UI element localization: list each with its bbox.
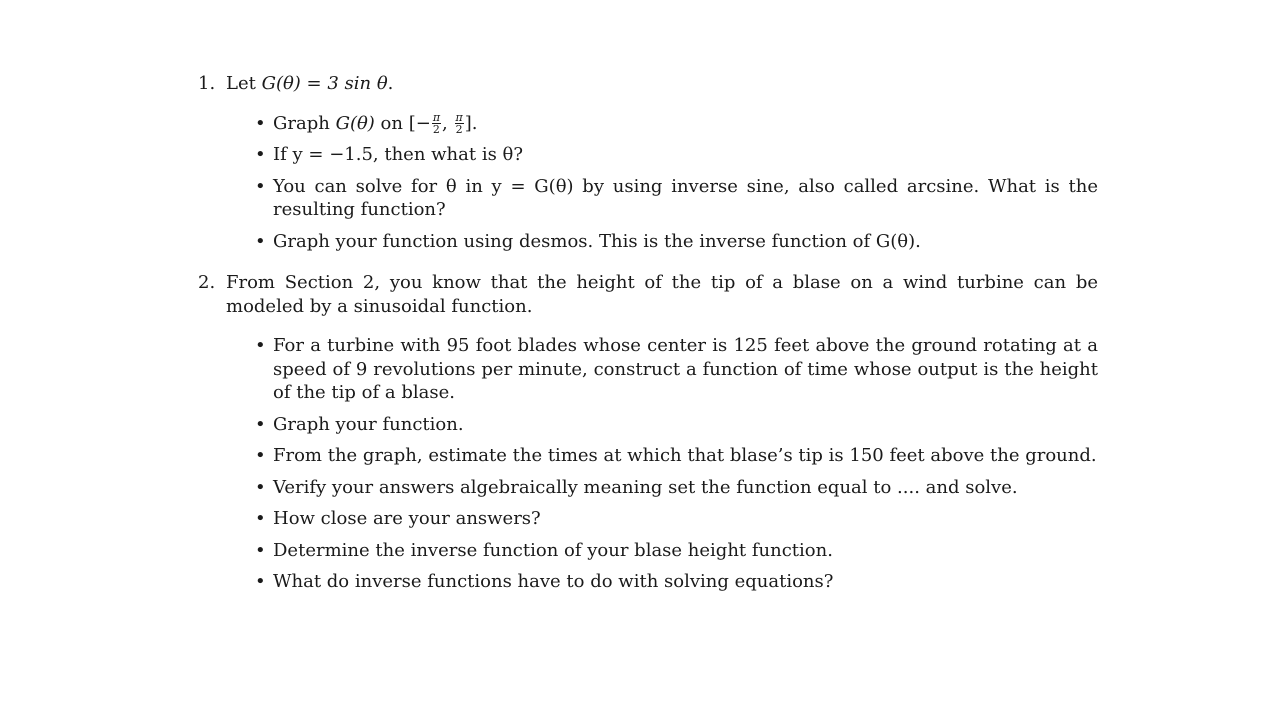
- list-item: • Graph G(θ) on [− $\frac{\pi}{2}$ , $\frac{\pi}{2}$ ].: [255, 111, 478, 136]
- bullet-icon: •: [255, 445, 266, 466]
- problem-1: [198, 72, 1098, 253]
- problem-intro: Let G(θ) = 3 sin θ.: [226, 73, 394, 94]
- bullet-icon: •: [255, 476, 266, 498]
- list-item: • From the graph, estimate the times at which that blase’s tip is 150 feet above the ground.: [255, 445, 1097, 466]
- list-item: • Graph your function.: [255, 413, 464, 435]
- bullet-list: [226, 334, 1098, 594]
- bullet-icon: •: [255, 508, 266, 529]
- bullet-icon: •: [255, 413, 266, 435]
- bullet-icon: •: [255, 144, 266, 165]
- bullet-icon: •: [255, 112, 266, 134]
- bullet-list: [226, 112, 1098, 254]
- math-expression: G(θ) = 3 sin θ: [261, 73, 388, 94]
- fraction: $\frac{\pi}{2}$: [455, 111, 463, 136]
- list-item: • Verify your answers algebraically meaning set the function equal to .... and solve.: [255, 476, 1018, 498]
- list-item: • Graph your function using desmos. This is the inverse function of G(θ).: [255, 230, 921, 252]
- list-item: • What do inverse functions have to do with solving equations?: [255, 571, 834, 592]
- problem-number: 1.: [198, 73, 216, 94]
- bullet-icon: •: [255, 571, 266, 592]
- document-body: [198, 72, 1098, 602]
- bullet-icon: •: [255, 230, 266, 252]
- fraction: $\frac{\pi}{2}$: [432, 111, 441, 136]
- problem-2: [198, 271, 1098, 594]
- problem-number: 2.: [198, 272, 216, 293]
- problem-intro: From Section 2, you know that the height of the tip of a blase on a wind turbine can be modeled by a sinusoidal function.: [226, 272, 1098, 317]
- list-item: • If y = −1.5, then what is θ?: [255, 144, 524, 165]
- list-item: • For a turbine with 95 foot blades whose center is 125 feet above the ground rotating at a speed of 9 revolutions per minute, construct a function of time whose output is the height of the tip of a blase.: [255, 335, 1098, 403]
- list-item: • How close are your answers?: [255, 508, 541, 529]
- list-item: • Determine the inverse function of your blase height function.: [255, 539, 833, 561]
- bullet-icon: •: [255, 175, 266, 197]
- list-item: • You can solve for θ in y = G(θ) by using inverse sine, also called arcsine. What is the resulting function?: [255, 175, 1098, 220]
- bullet-icon: •: [255, 335, 266, 356]
- bullet-icon: •: [255, 539, 266, 561]
